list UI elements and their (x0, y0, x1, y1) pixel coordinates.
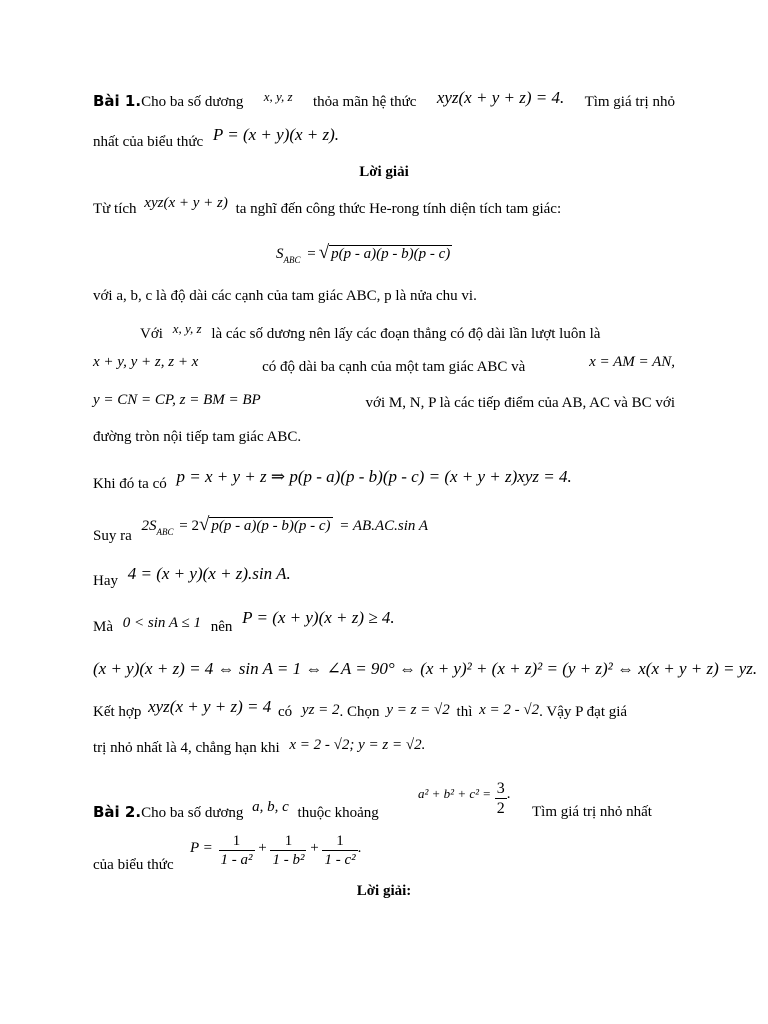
heron-subscript: ABC (283, 255, 301, 265)
fraction-3 (322, 833, 357, 869)
sqrt-sign: √ (198, 514, 210, 535)
ket-hop-y-value: y = z = √2 (386, 702, 450, 718)
line-tu-tich (93, 195, 562, 217)
hay-expression: 4 = (x + y)(x + z).sin A. (127, 564, 291, 583)
fraction-2-den: 1 - b² (272, 851, 305, 868)
fraction-2 (270, 833, 306, 869)
problem2-intro-a: Cho ba số dương (141, 805, 244, 821)
problem1-vars: x, y, z (263, 89, 293, 104)
heron-formula (276, 242, 452, 265)
problem2-p-lhs: P = (190, 840, 213, 857)
problem1-intro-b: thỏa mãn hệ thức (312, 94, 417, 110)
fraction-1-num: 1 (219, 833, 255, 851)
solution-title-1: Lời giải (359, 164, 409, 180)
fraction-2-num: 1 (270, 833, 306, 851)
problem1-label: Bài 1. (93, 92, 142, 110)
ket-hop-chon: . Chọn (339, 704, 380, 720)
ma-nen-text: nên (210, 619, 233, 635)
para-voi-line2 (93, 354, 675, 375)
problem1-intro-a: Cho ba số dương (141, 94, 244, 110)
problem2-condition-num: 3 (496, 780, 505, 797)
heron-radicand: p(p - a)(p - b)(p - c) (331, 246, 451, 262)
line-tu-tich-text-b: ta nghĩ đến công thức He-rong tính diện tích tam giác: (235, 201, 562, 217)
problem2-label: Bài 2. (93, 803, 142, 821)
line-suy-ra (93, 514, 429, 544)
fraction-3-num: 1 (322, 833, 357, 851)
suy-ra-subscript: ABC (156, 527, 174, 537)
ket-hop-thi: thì (456, 704, 473, 720)
problem2-condition: a² + b² + c² = $\frac{3}{2}$ . (418, 780, 511, 817)
ma-p-inequality: P = (x + y)(x + z) ≥ 4. (242, 608, 395, 627)
para-voi-text-b: là các số dương nên lấy các đoạn thẳng có độ dài lần lượt luôn là (211, 326, 601, 342)
para-voi-vars: x, y, z (172, 321, 202, 336)
line-ma (93, 608, 395, 635)
ket-hop-condition: xyz(x + y + z) = 4 (148, 697, 272, 716)
ma-sin-range: 0 < sin A ≤ 1 (122, 615, 201, 631)
tri-nho-text: trị nhỏ nhất là 4, chẳng hạn khi (93, 740, 280, 756)
suy-ra-text: Suy ra (93, 528, 132, 544)
problem2-expression: P = $\frac{1}{\text{1 - a²}}$ + $\frac{1}{\text{1 - b²}}$ + $\frac{1}{\text{1 - c²}}$ . (190, 833, 362, 868)
problem2-intro-b: thuộc khoảng (297, 805, 379, 821)
ket-hop-x-value: x = 2 - √2 (479, 702, 540, 718)
para-voi-line3-text: với M, N, P là các tiếp điểm của AB, AC và BC với (365, 395, 675, 411)
ket-hop-co: có (278, 704, 293, 720)
hay-text: Hay (93, 573, 118, 589)
line-ket-hop (93, 697, 675, 720)
suy-ra-lhs: 2S (141, 518, 157, 534)
fraction-1-den: 1 - a² (220, 851, 253, 868)
line-voi-abc: với a, b, c là độ dài các cạnh của tam giác ABC, p là nửa chu vi. (93, 288, 477, 304)
heron-equals: = (307, 246, 316, 262)
ket-hop-text: Kết hợp (93, 704, 142, 720)
para-voi-yz-expression: y = CN = CP, z = BM = BP (93, 392, 261, 408)
line-tu-tich-text-a: Từ tích (93, 201, 137, 217)
solution-title-2: Lời giải: (356, 883, 412, 899)
suy-ra-radicand: p(p - a)(p - b)(p - c) (211, 518, 331, 534)
fraction-3-den: 1 - c² (324, 851, 356, 868)
heron-lhs: S (276, 246, 284, 262)
problem1-line2-text: nhất của biểu thức (93, 134, 204, 150)
tri-nho-expression: x = 2 - √2; y = z = √2. (289, 737, 426, 753)
problem2-intro-c: Tìm giá trị nhỏ nhất (532, 804, 652, 820)
fraction-1 (219, 833, 255, 869)
para-voi-text-a: Với (140, 326, 163, 342)
khi-do-expression: p = x + y + z ⇒ p(p - a)(p - b)(p - c) = (x + y + z)xyz = 4. (176, 467, 572, 486)
problem1-condition: xyz(x + y + z) = 4. (436, 88, 565, 107)
problem2-vars: a, b, c (252, 799, 289, 815)
equivalence-chain: (x + y)(x + z) = 4 ⇔ sin A = 1 ⇔ ∠A = 90° ⇔ (x + y)² + (x + z)² = (y + z)² ⇔ x(x + y + z) = yz. (93, 659, 758, 678)
line-tri-nho (93, 737, 426, 756)
problem1-line1 (93, 88, 675, 110)
khi-do-text: Khi đó ta có (93, 476, 167, 492)
problem2-condition-den: 2 (496, 799, 505, 817)
problem2-condition-lhs: a² + b² + c² = (418, 786, 492, 802)
suy-ra-rhs: = AB.AC.sin A (339, 518, 429, 534)
sqrt-sign: √ (318, 242, 330, 263)
problem1-expression: P = (x + y)(x + z). (212, 125, 340, 144)
line-hay (93, 564, 291, 589)
ket-hop-vay: . Vậy P đạt giá (539, 704, 628, 720)
ma-text: Mà (93, 619, 113, 635)
ket-hop-yz: yz = 2 (301, 702, 340, 718)
problem2-condition-fraction (495, 780, 507, 818)
problem2-line2-text: của biểu thức (93, 857, 174, 873)
para-voi-line2-text: có độ dài ba cạnh của một tam giác ABC và (262, 359, 526, 375)
problem1-intro-c: Tìm giá trị nhỏ (584, 94, 675, 110)
line-tu-tich-expression: xyz(x + y + z) (144, 195, 228, 211)
suy-ra-equals: = 2 (179, 518, 199, 534)
line-khi-do (93, 467, 572, 492)
para-voi-x-expression: x = AM = AN, (589, 354, 675, 370)
problem1-line2 (93, 125, 340, 150)
para-voi-line1 (140, 321, 675, 342)
para-voi-line4: đường tròn nội tiếp tam giác ABC. (93, 429, 302, 445)
para-voi-line3 (93, 392, 675, 411)
para-voi-sides-expression: x + y, y + z, z + x (93, 354, 199, 370)
